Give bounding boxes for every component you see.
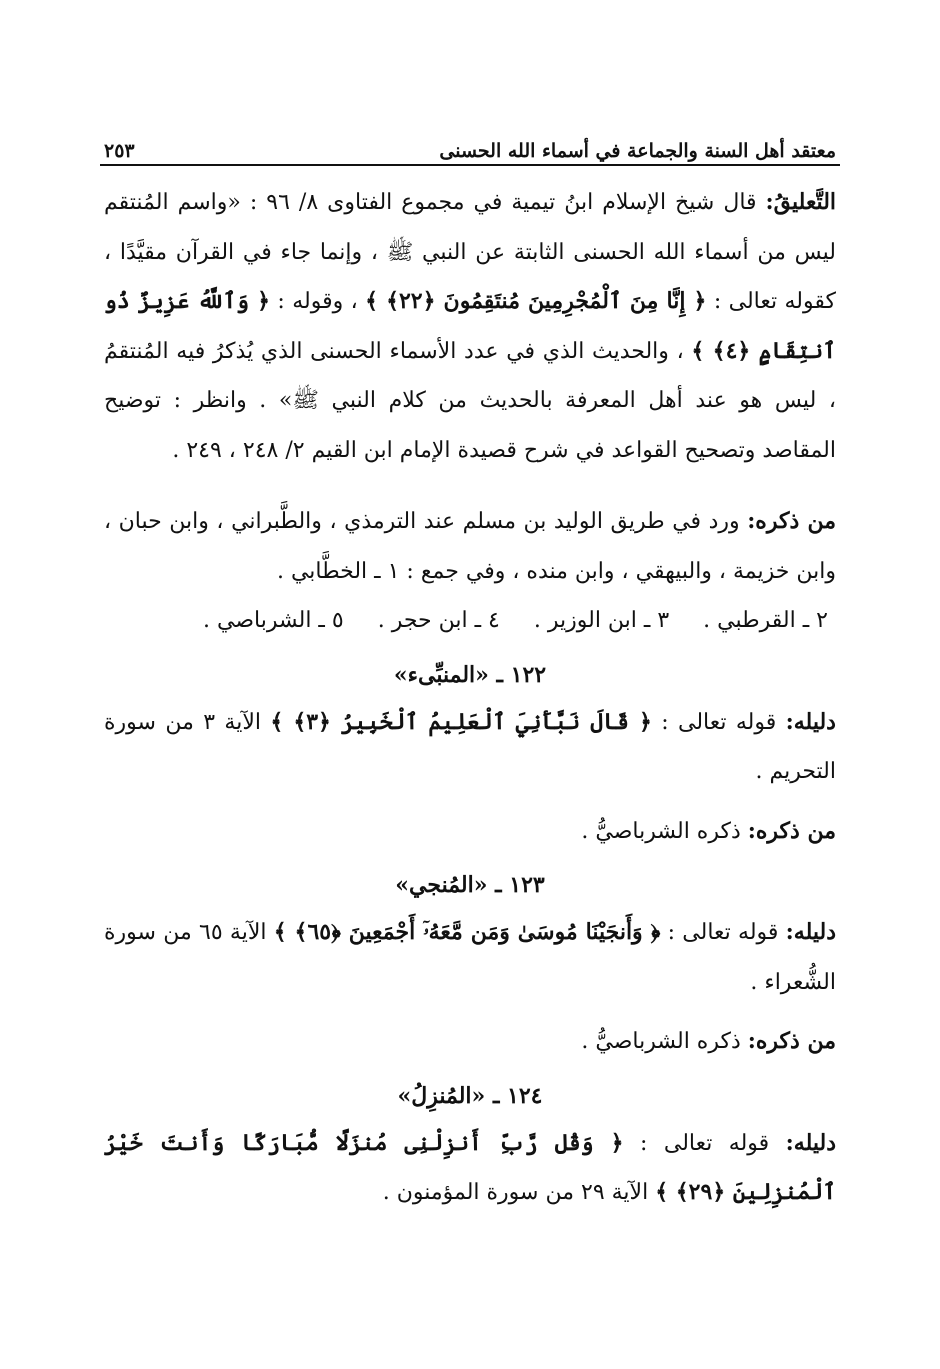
- commentary-rest: ، والحديث الذي في عدد الأسماء الحسنى الذي يُذكرُ فيه المُنتقمُ ، ليس هو عند أهل المعرفة بالحديث من كلام النبي ﷺ» . وانظر : توضيح المقاصد وتصحيح القواعد في شرح قصيدة الإمام ابن القيم ٢/ ٢٤٨ ، ٢٤٩ .: [104, 338, 836, 463]
- evidence-paragraph: [104, 1119, 836, 1218]
- evidence-intro: قوله تعالى :: [661, 709, 777, 735]
- list-item: ٥ ـ الشرباصي .: [203, 608, 344, 633]
- quran-verse: ﴿ وَقُل رَّبِّ أَنزِلْنِى مُنزَلًا مُّبَارَكًا وَأَنتَ خَيْرُ ٱلْمُنزِلِينَ ﴿٢٩﴾ ﴾: [104, 1129, 836, 1205]
- mentioned-by-paragraph: [104, 807, 836, 857]
- evidence-paragraph: [104, 698, 836, 797]
- mentioned-by-label: من ذكره:: [747, 817, 836, 844]
- running-header: [104, 128, 836, 162]
- evidence-label: دليله:: [785, 919, 837, 945]
- mentioned-by-text: ذكره الشرباصيُّ .: [581, 1029, 741, 1054]
- commentary-between: ، وقوله :: [277, 289, 358, 314]
- scholars-list: [104, 596, 836, 646]
- mentioned-by-paragraph: [104, 497, 836, 596]
- evidence-paragraph: [104, 908, 836, 1007]
- mentioned-by-text: ورد في طريق الوليد بن مسلم عند الترمذي ، والطَّبراني ، وابن حبان ، وابن خزيمة ، والبيهقي ، وابن منده ، وفي جمع : ١ ـ الخطَّابي .: [104, 509, 836, 584]
- evidence-reference: الآية ٢٩ من سورة المؤمنون .: [382, 1180, 649, 1205]
- evidence-intro: قوله تعالى :: [667, 920, 779, 945]
- quran-verse: ﴿ وَٱللَّهُ عَزِيزٌ ذُو ٱنتِقَامٍ ﴿٤﴾ ﴾: [104, 288, 836, 364]
- evidence-label: دليله:: [785, 1129, 836, 1156]
- entry-heading: ١٢٣ ـ «المُنجي»: [395, 872, 545, 898]
- mentioned-by-label: من ذكره:: [747, 1028, 836, 1054]
- list-item: ٢ ـ القرطبي .: [703, 608, 828, 633]
- quran-verse: ﴿ قَالَ نَبَّأَنِيَ ٱلْعَلِيمُ ٱلْخَبِيرُ ﴿٣﴾ ﴾: [270, 708, 652, 735]
- mentioned-by-text: ذكره الشرباصيُّ .: [581, 818, 741, 844]
- commentary-text: قال شيخ الإسلام ابنُ تيمية في مجموع الفتاوى ٨/ ٩٦ : «واسم المُنتقم ليس من أسماء الله الحسنى الثابتة عن النبي ﷺ ، وإنما جاء في القرآن مقيَّدًا ، كقوله تعالى :: [104, 190, 836, 314]
- evidence-reference: الآية ٣ من سورة التحريم .: [104, 709, 836, 784]
- header-rule: [100, 164, 840, 166]
- page-number: ٢٥٣: [104, 140, 135, 162]
- list-item: ٣ ـ ابن الوزير .: [533, 608, 670, 633]
- mentioned-by-paragraph: [104, 1017, 836, 1067]
- page-body: [104, 178, 836, 1218]
- entry-heading: ١٢٤ ـ «المُنزِلُ»: [397, 1082, 543, 1109]
- quran-verse: ﴿ وَأَنجَيْنَا مُوسَىٰ وَمَن مَّعَهُۥٓ أَجْمَعِينَ ﴿٦٥﴾ ﴾: [273, 919, 661, 945]
- evidence-intro: قوله تعالى :: [639, 1130, 770, 1156]
- mentioned-by-label: من ذكره:: [747, 508, 836, 534]
- quran-verse: ﴿ إِنَّا مِنَ ٱلْمُجْرِمِينَ مُنتَقِمُونَ ﴿٢٢﴾ ﴾: [365, 288, 707, 314]
- commentary-paragraph: [104, 178, 836, 475]
- evidence-label: دليله:: [785, 708, 836, 735]
- evidence-reference: الآية ٦٥ من سورة الشُّعراء .: [104, 920, 836, 995]
- entry-heading: ١٢٢ ـ «المنبِّىء»: [393, 661, 547, 688]
- running-title: معتقد أهل السنة والجماعة في أسماء الله الحسنى: [439, 140, 836, 162]
- commentary-label: التَّعليقُ:: [765, 189, 837, 215]
- list-item: ٤ ـ ابن حجر .: [377, 608, 500, 633]
